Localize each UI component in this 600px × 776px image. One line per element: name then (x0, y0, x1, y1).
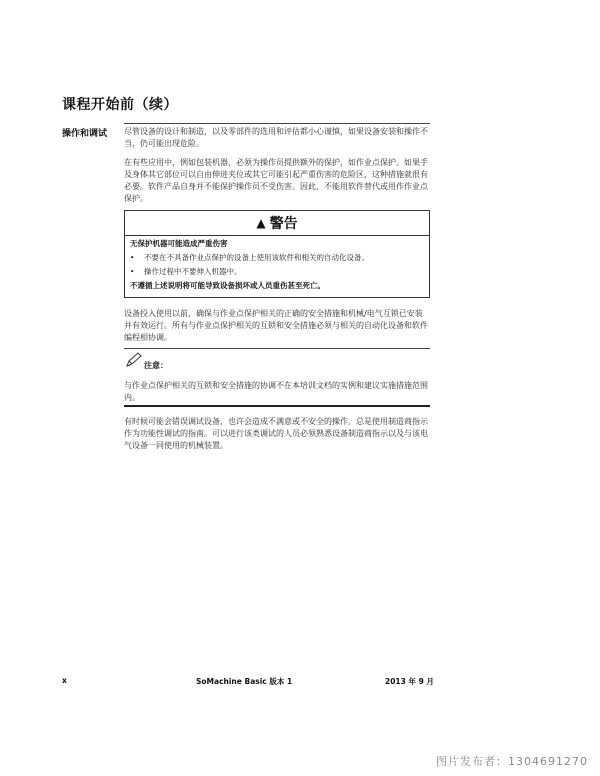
note-label: 注意： (144, 361, 168, 370)
paragraph-1: 尽管设备的设计和制造，以及零部件的选用和评估都小心谨慎，如果设备安装和操作不当，仍可能出现危险。 (124, 127, 428, 148)
warning-box (124, 210, 430, 298)
watermark: 图片发布者：1304691270 (436, 755, 588, 768)
note-text: 与作业点保护相关的互锁和安全措施的协调不在本培训文档的实例和建议实施措施范围内。 (124, 381, 428, 402)
bullet-icon: • (130, 267, 135, 276)
paragraph-4: 有时候可能会错误调试设备，也许会造成不满意或不安全的操作。总是使用制造商指示作为功能性调试的指南。可以进行该类调试的人员必须熟悉设备制造商指示以及与该电气设备一同使用的机械装置。 (124, 417, 428, 450)
warning-footer: 不遵循上述说明将可能导致设备损坏或人员重伤甚至死亡。 (130, 281, 325, 290)
warning-heading: 无保护机器可能造成严重伤害 (130, 239, 228, 248)
pencil-note-icon (125, 352, 143, 368)
paragraph-2: 在有些应用中，例如包装机器，必须为操作员提供额外的保护，如作业点保护。如果手及身体其它部位可以自由伸进夹位或其它可能引起严重伤害的危险区，这种措施就很有必要。软件产品自身并不能保护操作员不受伤害。因此，不能用软件替代或用作作业点保护。 (124, 158, 428, 203)
warning-bullet: • 操作过程中不要伸入机器中。 (125, 265, 429, 279)
paragraph-3: 设备投入使用以前，确保与作业点保护相关的正确的安全措施和机械/电气互锁已安装并有效运行。所有与作业点保护相关的互锁和安全措施必须与相关的自动化设备和软件编程相协调。 (124, 309, 428, 342)
warning-header (125, 211, 429, 236)
footer-product: SoMachine Basic 版本 1 (196, 677, 293, 686)
section-label: 操作和调试 (62, 129, 108, 139)
note-top-rule (124, 348, 430, 349)
footer-page-number: x (62, 676, 67, 685)
footer-date: 2013 年 9 月 (385, 677, 434, 686)
section-rule (124, 123, 430, 124)
warning-bullet: • 不要在不具备作业点保护的设备上使用该软件和相关的自动化设备。 (125, 251, 429, 265)
warning-title: 警告 (269, 216, 298, 232)
warning-triangle-icon: ▲ (256, 216, 266, 230)
note-bottom-rule (124, 405, 430, 407)
bullet-icon: • (130, 253, 135, 262)
page-title: 课程开始前（续） (62, 97, 178, 113)
